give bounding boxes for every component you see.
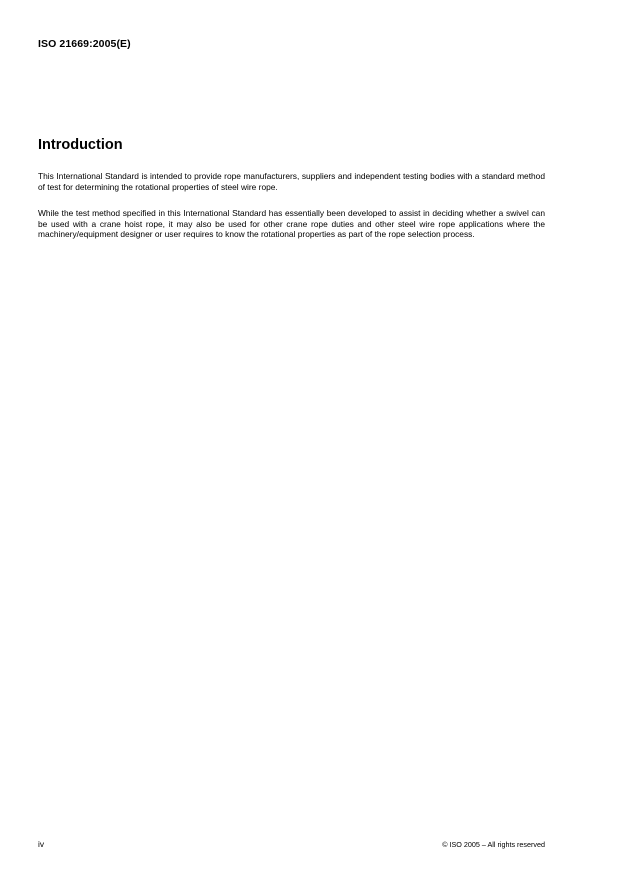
intro-paragraph-2: While the test method specified in this International Standard has essentially been developed to assist in deciding whether a swivel can be used with a crane hoist rope, it may also be used for other crane rope duties and other steel wire rope applications where the machinery/equipment designer or user requires to know the rotational properties as part of the rope selection process. xyxy=(38,208,545,240)
section-title: Introduction xyxy=(38,137,123,153)
document-header: ISO 21669:2005(E) xyxy=(38,38,131,50)
intro-paragraph-1: This International Standard is intended to provide rope manufacturers, suppliers and independent testing bodies with a standard method of test for determining the rotational properties of steel wire rope. xyxy=(38,171,545,192)
page-number: iv xyxy=(38,839,45,849)
copyright-notice: © ISO 2005 – All rights reserved xyxy=(442,840,545,849)
